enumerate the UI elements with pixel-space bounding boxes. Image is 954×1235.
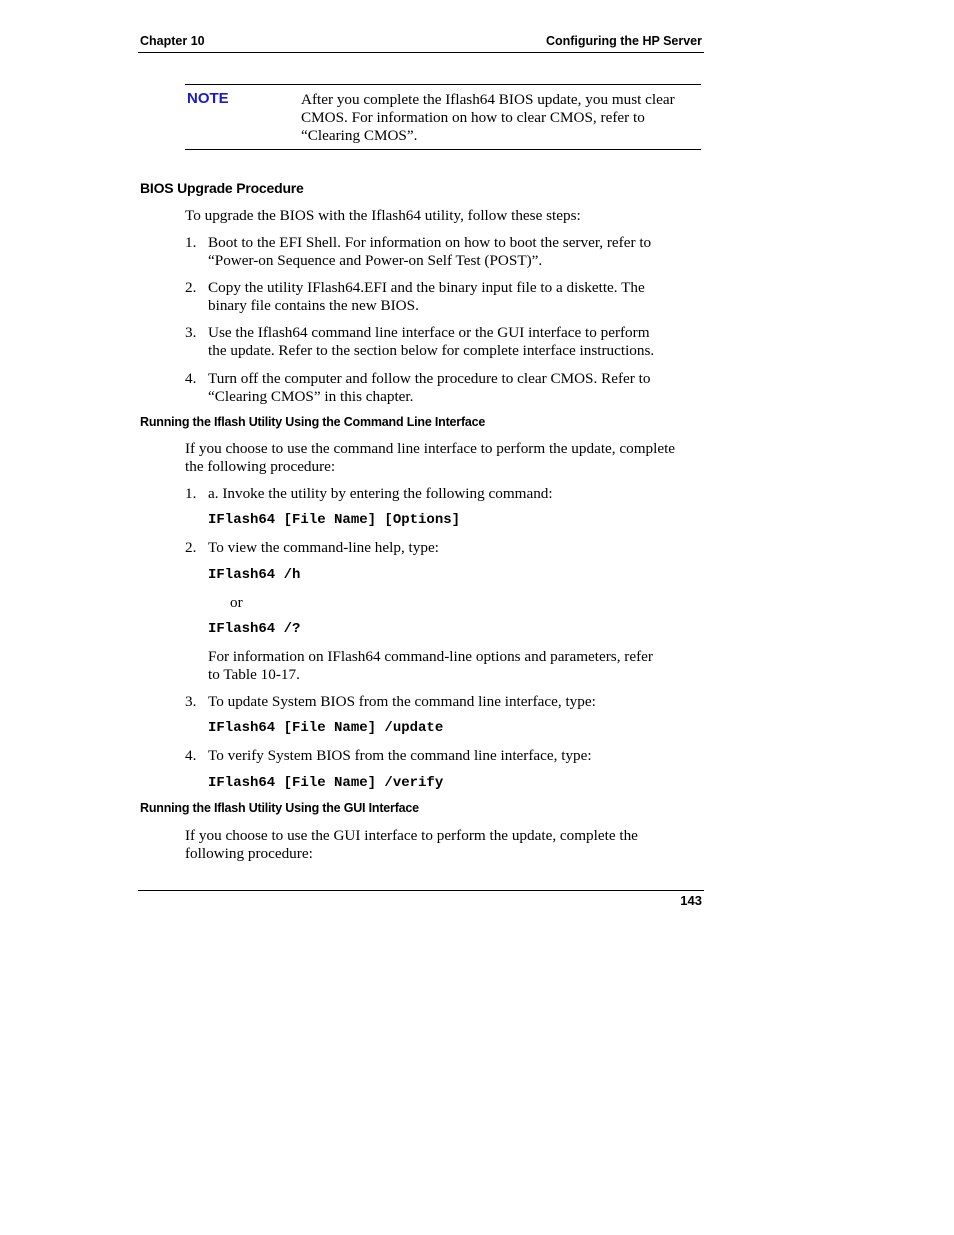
intro-line: the following procedure:: [185, 458, 336, 475]
bios-intro: To upgrade the BIOS with the Iflash64 utility, follow these steps:: [185, 207, 581, 224]
step-number: 4.: [185, 747, 197, 764]
step-number: 2.: [185, 279, 197, 296]
section-heading-bios-upgrade: BIOS Upgrade Procedure: [140, 180, 304, 196]
step-line: binary file contains the new BIOS.: [208, 297, 419, 314]
step-line: Use the Iflash64 command line interface or the GUI interface to perform: [208, 324, 650, 341]
note-line: “Clearing CMOS”.: [301, 127, 418, 144]
chapter-title: Configuring the HP Server: [545, 34, 702, 48]
command-invoke: IFlash64 [File Name] [Options]: [208, 512, 461, 528]
step-number: 1.: [185, 485, 197, 502]
footer-rule: [138, 890, 704, 891]
command-update: IFlash64 [File Name] /update: [208, 720, 444, 736]
note-line: CMOS. For information on how to clear CMOS, refer to: [301, 109, 645, 126]
command-help-question: IFlash64 /?: [208, 621, 301, 637]
step-number: 2.: [185, 539, 197, 556]
note-label: NOTE: [187, 90, 229, 107]
or-text: or: [230, 594, 243, 611]
section-heading-gui: Running the Iflash Utility Using the GUI Interface: [140, 801, 419, 815]
step-number: 3.: [185, 693, 197, 710]
help-note-line: For information on IFlash64 command-line options and parameters, refer: [208, 648, 653, 665]
note-bottom-rule: [185, 149, 701, 150]
step-text: [208, 370, 650, 406]
step-number: 3.: [185, 324, 197, 341]
note-text: [301, 91, 675, 145]
help-note-line: to Table 10-17.: [208, 666, 300, 683]
intro-line: following procedure:: [185, 845, 313, 862]
help-note: [208, 648, 653, 684]
step-text: [208, 234, 651, 270]
note-line: After you complete the Iflash64 BIOS update, you must clear: [301, 91, 675, 108]
step-text: To view the command-line help, type:: [208, 539, 439, 556]
step-line: Copy the utility IFlash64.EFI and the binary input file to a diskette. The: [208, 279, 645, 296]
command-help-h: IFlash64 /h: [208, 567, 301, 583]
command-verify: IFlash64 [File Name] /verify: [208, 775, 444, 791]
page-number: 143: [680, 893, 702, 908]
chapter-label: Chapter 10: [140, 34, 205, 48]
step-text: [208, 279, 645, 315]
step-line: “Power-on Sequence and Power-on Self Test (POST)”.: [208, 252, 543, 269]
step-line: the update. Refer to the section below for complete interface instructions.: [208, 342, 655, 359]
intro-line: If you choose to use the GUI interface to perform the update, complete the: [185, 827, 638, 844]
step-number: 4.: [185, 370, 197, 387]
step-line: “Clearing CMOS” in this chapter.: [208, 388, 414, 405]
step-text: To update System BIOS from the command line interface, type:: [208, 693, 596, 710]
step-line: Turn off the computer and follow the procedure to clear CMOS. Refer to: [208, 370, 651, 387]
header-rule: [138, 52, 704, 53]
step-number: 1.: [185, 234, 197, 251]
intro-line: If you choose to use the command line interface to perform the update, complete: [185, 440, 676, 457]
step-text: To verify System BIOS from the command line interface, type:: [208, 747, 592, 764]
step-line: Boot to the EFI Shell. For information on how to boot the server, refer to: [208, 234, 652, 251]
step-text: a. Invoke the utility by entering the following command:: [208, 485, 553, 502]
cli-intro: [185, 440, 675, 476]
section-heading-cli: Running the Iflash Utility Using the Command Line Interface: [140, 415, 486, 429]
gui-intro: [185, 827, 638, 863]
step-text: [208, 324, 654, 360]
note-top-rule: [185, 84, 701, 85]
